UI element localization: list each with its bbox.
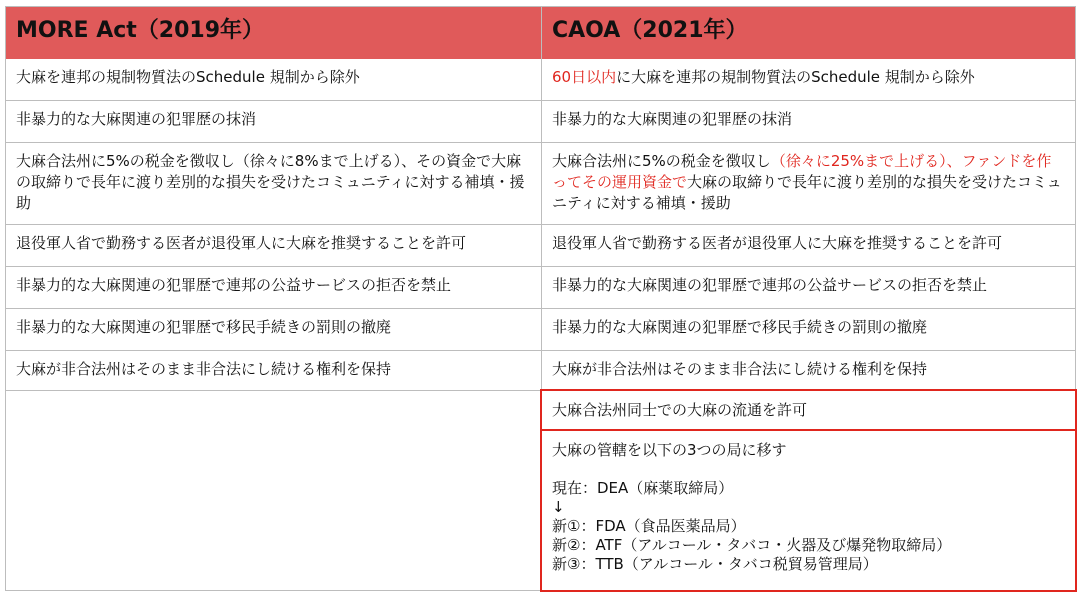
table-row-6-right (542, 309, 1075, 351)
caoa-interstate-text: 大麻合法州同士での大麻の流通を許可 (552, 401, 808, 419)
table-row-1-left (6, 59, 542, 101)
row-1-right-highlight: 60日以内 (552, 68, 617, 86)
row-6-right-text: 非暴力的な大麻関連の犯罪歴で移民手続きの罰則の撤廃 (552, 318, 928, 336)
caoa-new-agency-2: 新②：ATF（アルコール・タバコ・火器及び爆発物取締局） (552, 536, 952, 554)
caoa-agencies-intro: 大麻の管轄を以下の3つの局に移す (552, 441, 787, 459)
comparison-table (5, 6, 1076, 591)
row-5-right-text: 非暴力的な大麻関連の犯罪歴で連邦の公益サービスの拒否を禁止 (552, 276, 988, 294)
empty-more-act-cell (6, 391, 542, 590)
header-caoa (542, 7, 1075, 59)
caoa-new-agency-1: 新①：FDA（食品医薬品局） (552, 517, 746, 535)
table-row-3-left (6, 143, 542, 225)
row-7-right-text: 大麻が非合法州はそのまま非合法にし続ける権利を保持 (552, 360, 928, 378)
table-row-7-right (542, 351, 1075, 391)
table-row-6-left (6, 309, 542, 351)
row-2-right-text: 非暴力的な大麻関連の犯罪歴の抹消 (552, 110, 793, 128)
header-right-title: CAOA（2021年） (552, 18, 748, 43)
row-3-left-text: 大麻合法州に5%の税金を徴収し（徐々に8%まで上げる）、その資金で大麻の取締りで長年に渡り差別的な損失を受けたコミュニティに対する補填・援助 (16, 152, 525, 212)
row-7-left-text: 大麻が非合法州はそのまま非合法にし続ける権利を保持 (16, 360, 392, 378)
row-1-left-text: 大麻を連邦の規制物質法のSchedule 規制から除外 (16, 68, 360, 86)
row-3-right-text-rest: 大麻の取締りで長年に渡り差別的な損失を受けたコミュニティに対する補填・援助 (552, 173, 1062, 212)
caoa-only-box-1 (540, 389, 1077, 431)
table-row-5-left (6, 267, 542, 309)
table-row-5-right (542, 267, 1075, 309)
row-6-left-text: 非暴力的な大麻関連の犯罪歴で移民手続きの罰則の撤廃 (16, 318, 392, 336)
row-5-left-text: 非暴力的な大麻関連の犯罪歴で連邦の公益サービスの拒否を禁止 (16, 276, 452, 294)
table-row-1-right (542, 59, 1075, 101)
row-3-right-highlight: （徐々に25%まで上げる）、ファンドを作ってその運用資金で (552, 152, 1052, 191)
row-1-right-text: に大麻を連邦の規制物質法のSchedule 規制から除外 (616, 68, 975, 86)
row-4-right-text: 退役軍人省で勤務する医者が退役軍人に大麻を推奨することを許可 (552, 234, 1003, 252)
row-4-left-text: 退役軍人省で勤務する医者が退役軍人に大麻を推奨することを許可 (16, 234, 467, 252)
table-row-7-left (6, 351, 542, 391)
blank-line (552, 460, 1065, 479)
row-2-left-text: 非暴力的な大麻関連の犯罪歴の抹消 (16, 110, 257, 128)
table-row-4-right (542, 225, 1075, 267)
caoa-only-box-2 (540, 429, 1077, 592)
table-row-4-left (6, 225, 542, 267)
header-left-title: MORE Act（2019年） (16, 18, 265, 43)
table-row-2-left (6, 101, 542, 143)
row-3-right-text-pre: 大麻合法州に5%の税金を徴収し (552, 152, 771, 170)
down-arrow-icon: ↓ (552, 498, 565, 516)
table-row-2-right (542, 101, 1075, 143)
header-more-act (6, 7, 542, 59)
caoa-current-agency: 現在：DEA（麻薬取締局） (552, 479, 734, 497)
caoa-new-agency-3: 新③：TTB（アルコール・タバコ税貿易管理局） (552, 555, 878, 573)
table-row-3-right (542, 143, 1075, 225)
